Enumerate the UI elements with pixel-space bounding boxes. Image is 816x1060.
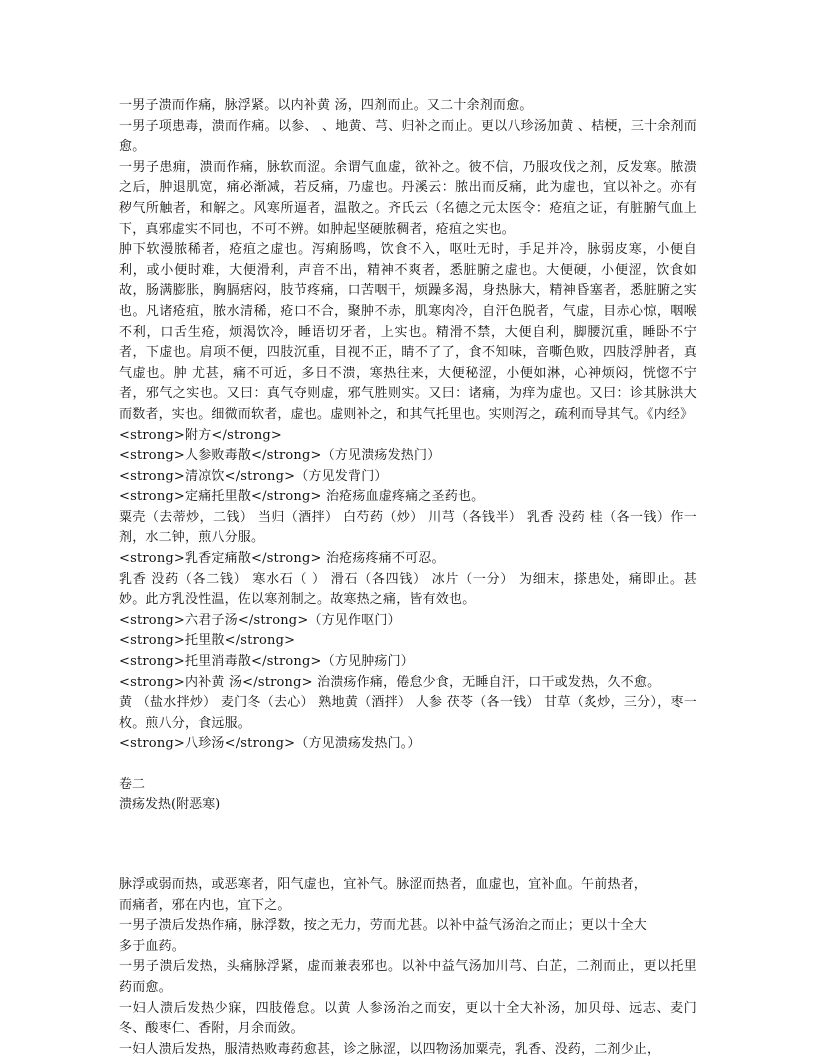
appendix-heading: <strong>附方</strong> <box>119 427 283 443</box>
spacer <box>119 755 697 775</box>
intro-paragraph: 脉浮或弱而热，或恶寒者，阳气虚也，宜补气。脉涩而热者，血虚也，宜补血。午前热者， 而痛者，邪在内也，宜下之。 <box>119 877 648 913</box>
ingredients-line: 乳香 没药（各二钱） 寒水石（ ） 滑石（各四钱） 冰片（一分） 为细末，搽患处，痛即止。甚妙。此方乳没性温，佐以寒剂制之。故寒热之痛，皆有效也。 <box>119 571 697 608</box>
formula-line: <strong>清凉饮</strong>（方见发背门） <box>119 468 388 484</box>
formula-line: <strong>六君子汤</strong>（方见作呕门） <box>119 612 401 628</box>
volume2-text <box>119 875 697 1060</box>
formula-line: <strong>人参败毒散</strong>（方见溃疡发热门） <box>119 448 441 464</box>
ingredients-line: 黄 （盐水拌炒） 麦门冬（去心） 熟地黄（酒拌） 人参 茯苓（各一钱） 甘草（炙炒，三分），枣一枚。煎八分，食远服。 <box>119 695 697 731</box>
formula-line: <strong>托里消毒散</strong>（方见肿疡门） <box>119 654 415 670</box>
formula-line: <strong>乳香定痛散</strong> 治疮疡疼痛不可忍。 <box>119 551 445 567</box>
formula-line: <strong>内补黄 汤</strong> 治溃疡作痛，倦怠少食，无睡自汗，口干或发热，久不愈。 <box>119 674 661 690</box>
case-paragraph: 一妇人溃后发热，服清热败毒药愈甚，诊之脉涩，以四物汤加粟壳，乳香、没药，二剂少止， <box>119 1041 661 1057</box>
formula-line: <strong>八珍汤</strong>（方见溃疡发热门。） <box>119 736 421 752</box>
formula-line: <strong>托里散</strong> <box>119 633 296 649</box>
case-paragraph: 一男子溃而作痛，脉浮紧。以内补黄 汤，四剂而止。又二十余剂而愈。 <box>119 98 533 113</box>
case-paragraph: 一妇人溃后发热少寐，四肢倦怠。以黄 人参汤治之而安，更以十全大补汤，加贝母、远志、麦门冬、酸枣仁、香附，月余而敛。 <box>119 1000 697 1037</box>
case-paragraph: 一男子溃后发热作痛，脉浮数，按之无力，劳而尤甚。以补中益气汤治之而止；更以十全大 多于血药。 <box>119 918 648 954</box>
discussion-paragraph: 肿下软漫脓稀者，疮疽之虚也。泻痢肠鸣，饮食不入，呕吐无时，手足并冷，脉弱皮寒，小便自利，或小便时难，大便滑利，声音不出，精神不爽者，悉脏腑之虚也。大便硬，小便涩，饮食如故，肠满膨胀，胸膈痞闷，肢节疼痛，口苦咽干，烦躁多渴，身热脉大，精神昏塞者，悉脏腑之实也。凡诸疮疽，脓水清稀，疮口不合，聚肿不赤，肌寒肉冷，自汗色脱者，气虚，目赤心惊，咽喉不利，口舌生疮，烦渴饮冷，睡语切牙者，上实也。精滑不禁，大便自利，脚腰沉重，睡卧不宁者，下虚也。肩项不便，四肢沉重，目视不正，睛不了了，食不知味，音嘶色败，四肢浮肿者，真气虚也。肿 尤甚，痛不可近，多日不溃，寒热往来，大便秘涩，小便如淋，心神烦闷，恍惚不宁者，邪气之实也。又曰：真气夺则虚，邪气胜则实。又曰：诸痛，为痒为虚也。又曰：诊其脉洪大而数者，实也。细微而软者，虚也。虚则补之，和其气托里也。实则泻之，疏利而导其气。《内经》 <box>119 242 697 422</box>
volume-title: 卷二 <box>119 777 146 792</box>
document-page <box>119 96 697 1060</box>
case-paragraph: 一男子项患毒，溃而作痛。以参、 、地黄、芎、归补之而止。更以八珍汤加黄 、桔梗，三十余剂而愈。 <box>119 118 697 155</box>
ingredients-line: 粟壳（去蒂炒，二钱） 当归（酒拌） 白芍药（炒） 川芎（各钱半） 乳香 没药 桂（各一钱）作一剂，水二钟，煎八分服。 <box>119 509 697 546</box>
case-paragraph: 一男子患痈，溃而作痛，脉软而涩。余谓气血虚，欲补之。彼不信，乃服攻伐之剂，反发寒。脓溃之后，肿退肌宽，痛必渐减，若反痛，乃虚也。丹溪云：脓出而反痛，此为虚也，宜以补之。亦有秽气所触者，和解之。风寒所逼者，温散之。齐氏云（名德之元太医令：疮疽之证，有脏腑气血上下，真邪虚实不同也，不可不辨。如肿起坚硬脓稠者，疮疽之实也。 <box>119 159 697 237</box>
volume1-text <box>119 96 697 755</box>
section-title: 溃疡发热(附恶寒) <box>119 797 221 812</box>
formula-line: <strong>定痛托里散</strong> 治疮疡血虚疼痛之圣药也。 <box>119 489 485 505</box>
spacer <box>119 815 697 875</box>
case-paragraph: 一男子溃后发热，头痛脉浮紧，虚而兼表邪也。以补中益气汤加川芎、白芷，二剂而止，更以托里药而愈。 <box>119 959 697 995</box>
